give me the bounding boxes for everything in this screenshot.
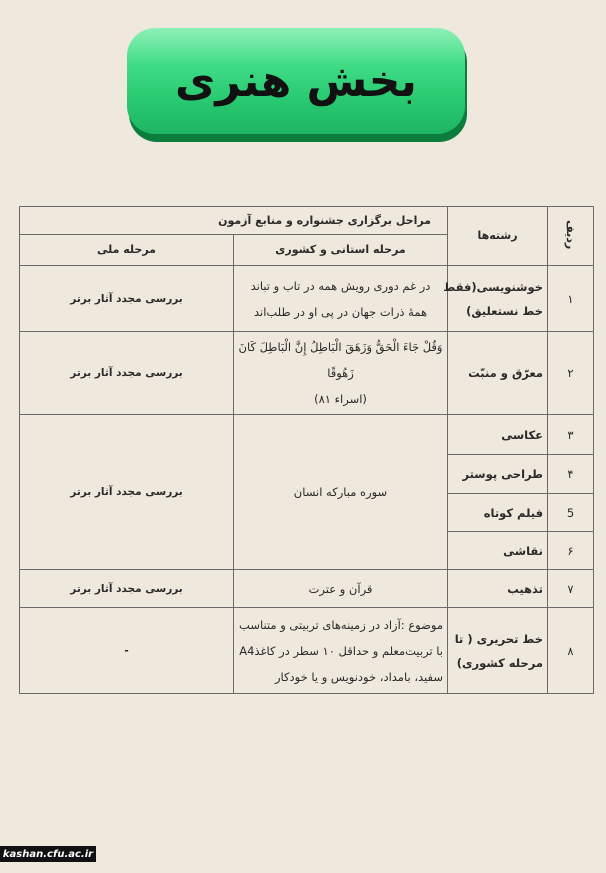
stages-header: مراحل برگزاری جشنواره و منابع آزمون	[20, 207, 448, 235]
row-number: ۶	[548, 532, 594, 570]
provincial-header: مرحله استانی و کشوری	[234, 235, 448, 266]
table-row	[20, 570, 594, 608]
row-number: ۲	[548, 332, 594, 415]
group-national-stage: بررسی مجدد آثار برتر	[20, 415, 234, 570]
group-provincial-source: سوره مبارکه انسان	[234, 415, 448, 570]
provincial-source: قرآن و عترت	[234, 570, 448, 608]
provincial-source: وَقُلْ جَاءَ الْحَقُّ وَزَهَقَ الْبَاطِلُ إِنَّ الْبَاطِلَ كَانَ زَهُوقًا (اسراء ۸۱)	[234, 332, 448, 415]
competition-table	[19, 206, 594, 694]
field-name: خط تحریری ( تا مرحله کشوری)	[448, 608, 548, 694]
row-number: 5	[548, 494, 594, 532]
header-row-1	[20, 207, 594, 235]
provincial-source: موضوع :آزاد در زمینه‌های تربیتی و متناسب با تربیت‌معلم و حداقل ۱۰ سطر در کاغذA4 سفید، بامداد، خودنویس و یا خودکار	[234, 608, 448, 694]
row-number: ۷	[548, 570, 594, 608]
national-header: مرحله ملی	[20, 235, 234, 266]
field-name: خوشنویسی(فقط خط نستعلیق)	[448, 266, 548, 332]
table-row	[20, 415, 594, 455]
field-name: نقاشی	[448, 532, 548, 570]
national-stage: بررسی مجدد آثار برتر	[20, 266, 234, 332]
field-name: تذهیب	[448, 570, 548, 608]
banner-body	[127, 28, 465, 134]
field-name: معرّق و منبّت	[448, 332, 548, 415]
section-banner	[127, 28, 467, 142]
table-row	[20, 332, 594, 415]
row-number: ۱	[548, 266, 594, 332]
field-header: رشته‌ها	[448, 207, 548, 266]
table-row	[20, 608, 594, 694]
row-number: ۴	[548, 455, 594, 494]
row-number: ۳	[548, 415, 594, 455]
site-watermark: kashan.cfu.ac.ir	[0, 846, 96, 862]
provincial-source: در غم دوری رویش همه در تاب و تباند همهٔ ذرات جهان در پی او در طلب‌اند	[234, 266, 448, 332]
banner-title: بخش هنری	[175, 55, 417, 107]
row-number-header	[548, 207, 594, 266]
field-name: طراحی پوستر	[448, 455, 548, 494]
national-stage: بررسی مجدد آثار برتر	[20, 570, 234, 608]
field-name: فیلم کوتاه	[448, 494, 548, 532]
national-stage: بررسی مجدد آثار برتر	[20, 332, 234, 415]
field-name: عکاسی	[448, 415, 548, 455]
row-number: ۸	[548, 608, 594, 694]
table-row	[20, 266, 594, 332]
row-number-header-label: ردیف	[564, 219, 577, 250]
national-stage: -	[20, 608, 234, 694]
